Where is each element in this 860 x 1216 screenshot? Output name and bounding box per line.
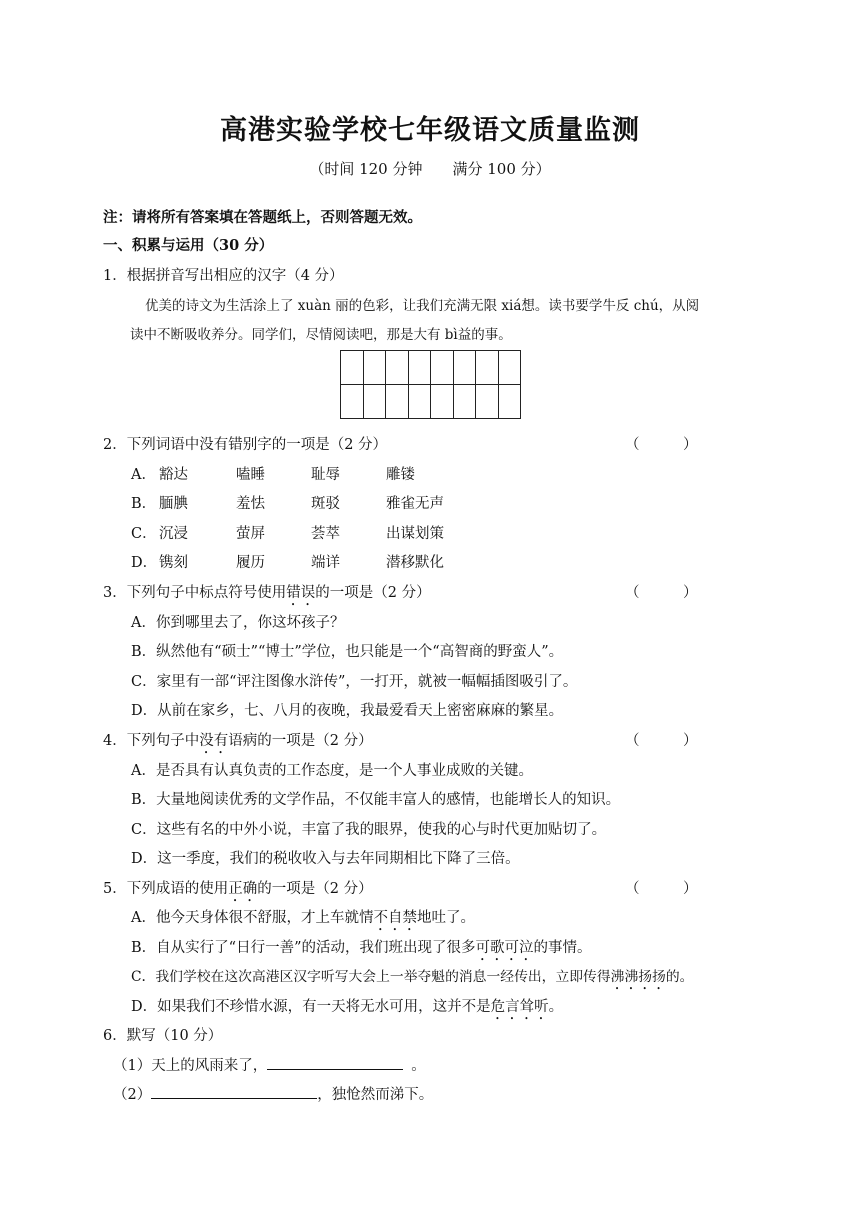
question-4-option-a: A．是否具有认真负责的工作态度，是一个人事业成败的关键。	[131, 763, 533, 779]
word: 端详	[311, 555, 340, 571]
question-4-option-d: D．这一季度，我们的税收收入与去年同期相比下降了三倍。	[131, 851, 520, 867]
word: 雅雀无声	[386, 496, 444, 512]
word: 耻辱	[311, 467, 340, 483]
question-6-stem: 6．默写（10 分）	[103, 1028, 223, 1044]
question-2-answer-paren[interactable]: （ ）	[625, 437, 698, 453]
emphasized-idiom: 危言耸听	[490, 999, 549, 1015]
question-4-answer-paren[interactable]: （ ）	[625, 733, 698, 749]
answer-grid[interactable]	[340, 350, 521, 419]
question-3-option-d: D．从前在家乡，七、八月的夜晚，我最爱看天上密密麻麻的繁星。	[131, 703, 564, 719]
fill-in-blank[interactable]	[151, 1084, 317, 1099]
question-5-answer-paren[interactable]: （ ）	[625, 881, 698, 897]
answer-note: 注：请将所有答案填在答题纸上，否则答题无效。	[103, 209, 422, 226]
emphasized-idiom: 沸沸扬扬	[610, 969, 666, 985]
question-4-stem: 4．下列句子中没有语病的一项是（2 分）	[103, 733, 373, 749]
fill-in-blank[interactable]	[267, 1055, 403, 1070]
emphasized-idiom: 可歌可泣	[475, 940, 534, 956]
option-letter: C．	[131, 526, 157, 542]
question-3-stem: 3．下列句子中标点符号使用错误的一项是（2 分）	[103, 585, 431, 601]
word: 雕镂	[386, 467, 415, 483]
option-letter: D．	[131, 555, 158, 571]
question-5-option-a: A．他今天身体很不舒服，才上车就情不自禁地吐了。	[131, 910, 475, 926]
word: 斑驳	[311, 496, 340, 512]
word: 潜移默化	[386, 555, 444, 571]
page-title: 高港实验学校七年级语文质量监测	[220, 115, 640, 146]
word: 镌刻	[159, 555, 188, 571]
word: 腼腆	[159, 496, 188, 512]
option-letter: B．	[131, 496, 157, 512]
word: 履历	[236, 555, 265, 571]
question-4-option-c: C．这些有名的中外小说，丰富了我的眼界，使我的心与时代更加贴切了。	[131, 822, 607, 838]
question-2-stem: 2．下列词语中没有错别字的一项是（2 分）	[103, 437, 388, 453]
option-letter: A．	[131, 467, 156, 483]
word: 羞怯	[236, 496, 265, 512]
question-5-option-b: B．自从实行了“日行一善”的活动，我们班出现了很多可歌可泣的事情。	[131, 940, 592, 956]
emphasized-idiom: 不自禁	[373, 910, 417, 926]
word: 出谋划策	[386, 526, 444, 542]
question-3-option-a: A．你到哪里去了，你这坏孩子？	[131, 615, 345, 631]
question-1-passage-line-1: 优美的诗文为生活涂上了 xuàn 丽的色彩，让我们充满无限 xiá想。读书要学牛反 chú，从阅	[145, 298, 700, 314]
question-1-stem: 1．根据拼音写出相应的汉字（4 分）	[103, 268, 344, 284]
question-4-option-b: B．大量地阅读优秀的文学作品，不仅能丰富人的感情，也能增长人的知识。	[131, 792, 621, 808]
question-3-option-b: B．纵然他有“硕士”“博士”学位，也只能是一个“高智商的野蛮人”。	[131, 644, 564, 660]
word: 萤屏	[236, 526, 265, 542]
question-5-option-d: D．如果我们不珍惜水源，有一天将无水可用，这并不是危言耸听。	[131, 999, 564, 1015]
emphasized-word: 错误	[286, 585, 316, 601]
question-6-item-1: （1）天上的风雨来了， 。	[113, 1054, 426, 1075]
question-5-option-c: C．我们学校在这次高港区汉字听写大会上一举夺魁的消息一经传出，立即传得沸沸扬扬的。	[131, 969, 694, 985]
question-3-option-c: C．家里有一部“评注图像水浒传”，一打开，就被一幅幅插图吸引了。	[131, 674, 578, 690]
word: 嗑睡	[236, 467, 265, 483]
emphasized-word: 正确	[228, 881, 258, 897]
emphasized-word: 没有	[199, 733, 229, 749]
exam-duration-score: （时间 120 分钟 满分 100 分）	[309, 160, 551, 178]
section-heading: 一、积累与运用（30 分）	[103, 237, 274, 254]
question-3-answer-paren[interactable]: （ ）	[625, 585, 698, 601]
word: 沉浸	[159, 526, 188, 542]
word: 豁达	[159, 467, 188, 483]
word: 荟萃	[311, 526, 340, 542]
question-1-passage-line-2: 读中不断吸收养分。同学们，尽情阅读吧，那是大有 bì益的事。	[130, 327, 512, 343]
question-6-item-2: （2） ，独怆然而涕下。	[113, 1083, 433, 1104]
question-5-stem: 5．下列成语的使用正确的一项是（2 分）	[103, 881, 373, 897]
